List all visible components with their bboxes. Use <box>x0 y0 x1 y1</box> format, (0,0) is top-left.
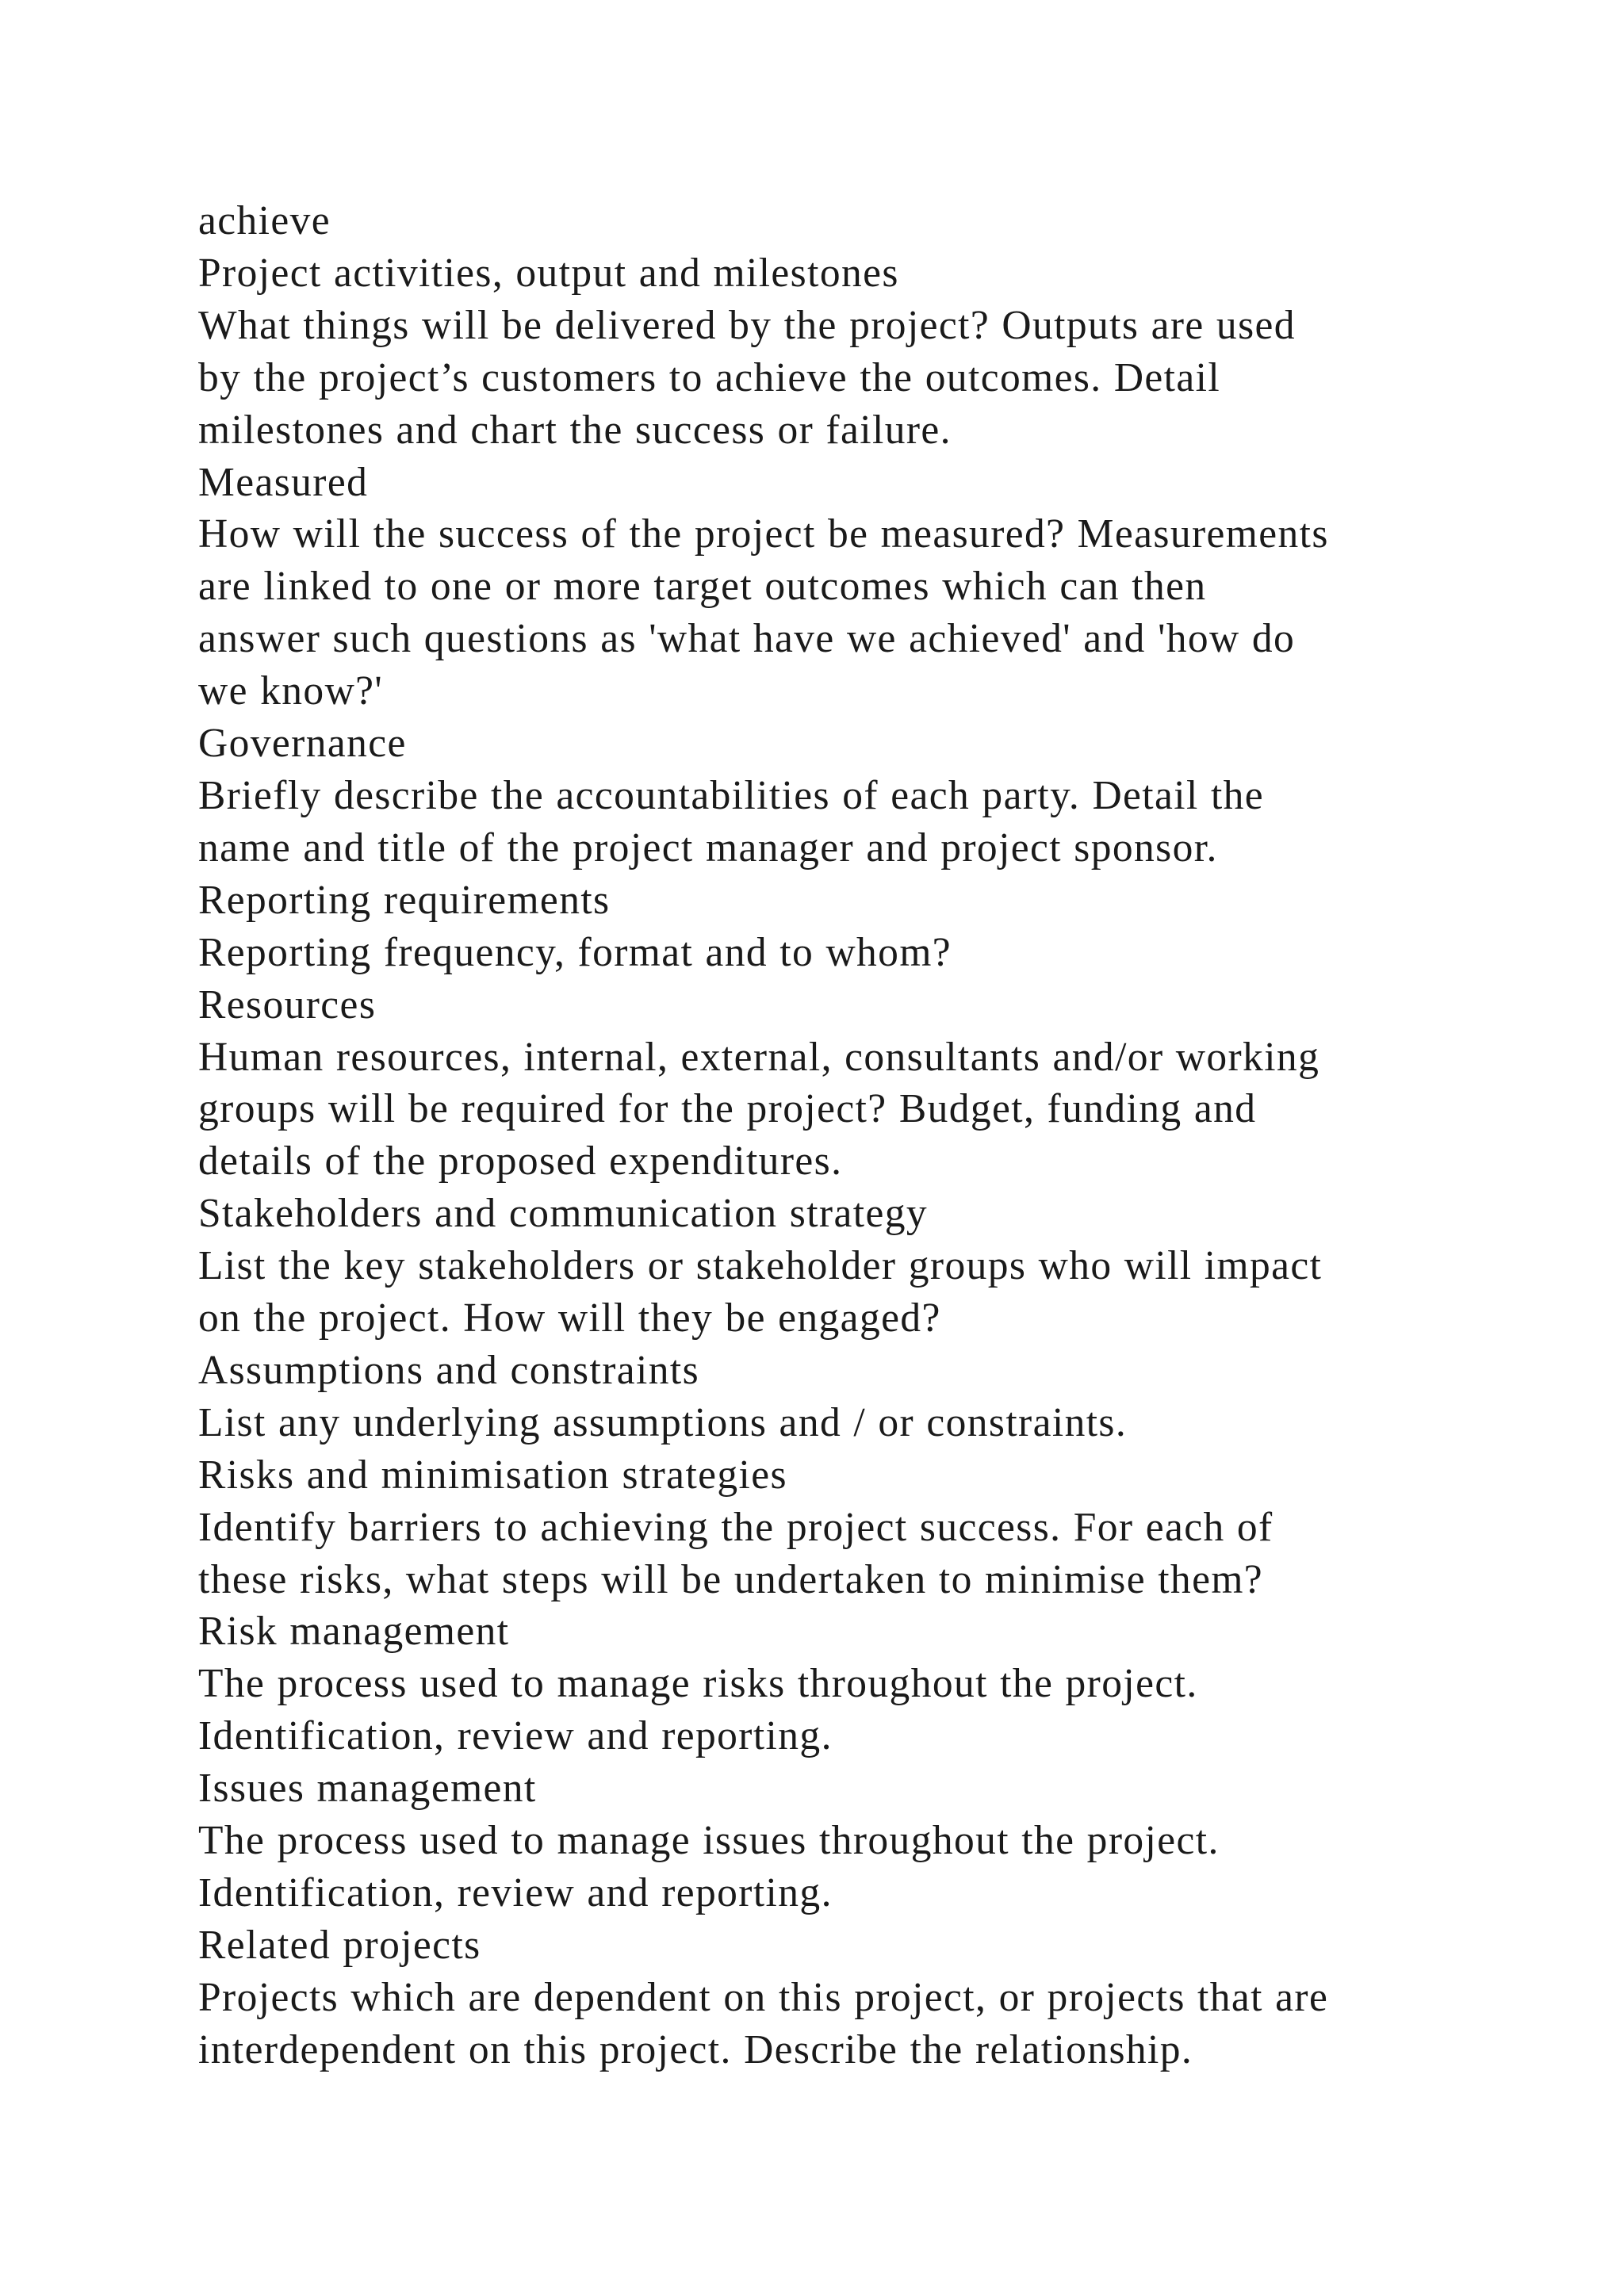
text-line: Identify barriers to achieving the project success. For each of <box>198 1504 1274 1550</box>
section-heading: Assumptions and constraints <box>198 1347 700 1393</box>
text-line: Identification, review and reporting. <box>198 1713 833 1759</box>
text-line: What things will be delivered by the project? Outputs are used <box>198 302 1296 348</box>
section-heading: Risk management <box>198 1609 510 1655</box>
text-line: on the project. How will they be engaged? <box>198 1295 941 1341</box>
text-line: Reporting frequency, format and to whom? <box>198 929 952 975</box>
section-heading: Stakeholders and communication strategy <box>198 1191 928 1237</box>
text-line: are linked to one or more target outcomes which can then <box>198 564 1207 610</box>
text-line: milestones and chart the success or failure. <box>198 407 952 453</box>
text-line: Human resources, internal, external, consultants and/or working <box>198 1034 1320 1080</box>
section-heading: Related projects <box>198 1922 481 1968</box>
text-line: groups will be required for the project? Budget, funding and <box>198 1086 1257 1132</box>
section-heading: Governance <box>198 721 407 767</box>
text-line: we know?' <box>198 668 384 714</box>
text-line: Identification, review and reporting. <box>198 1870 833 1915</box>
text-line: name and title of the project manager and project sponsor. <box>198 825 1218 871</box>
text-line: How will the success of the project be measured? Measurements <box>198 511 1329 557</box>
section-heading: Project activities, output and milestones <box>198 250 899 296</box>
text-line: The process used to manage risks throughout the project. <box>198 1661 1198 1707</box>
text-line: interdependent on this project. Describe the relationship. <box>198 2026 1193 2072</box>
section-heading: Reporting requirements <box>198 877 611 923</box>
section-heading: Issues management <box>198 1766 537 1812</box>
text-line: these risks, what steps will be undertaken to minimise them? <box>198 1556 1264 1602</box>
section-heading: Resources <box>198 982 377 1027</box>
text-line: List the key stakeholders or stakeholder groups who will impact <box>198 1243 1323 1289</box>
text-line: answer such questions as 'what have we achieved' and 'how do <box>198 616 1296 662</box>
document-body <box>198 195 1483 2076</box>
text-line: by the project’s customers to achieve the outcomes. Detail <box>198 354 1221 400</box>
text-line: Projects which are dependent on this project, or projects that are <box>198 1974 1329 2020</box>
text-line: The process used to manage issues throughout the project. <box>198 1818 1220 1864</box>
text-line: Briefly describe the accountabilities of each party. Detail the <box>198 772 1265 818</box>
text-line: details of the proposed expenditures. <box>198 1138 843 1184</box>
section-heading: Risks and minimisation strategies <box>198 1452 787 1498</box>
section-heading: Measured <box>198 459 369 505</box>
text-line: List any underlying assumptions and / or constraints. <box>198 1399 1128 1445</box>
text-line: achieve <box>198 198 331 243</box>
